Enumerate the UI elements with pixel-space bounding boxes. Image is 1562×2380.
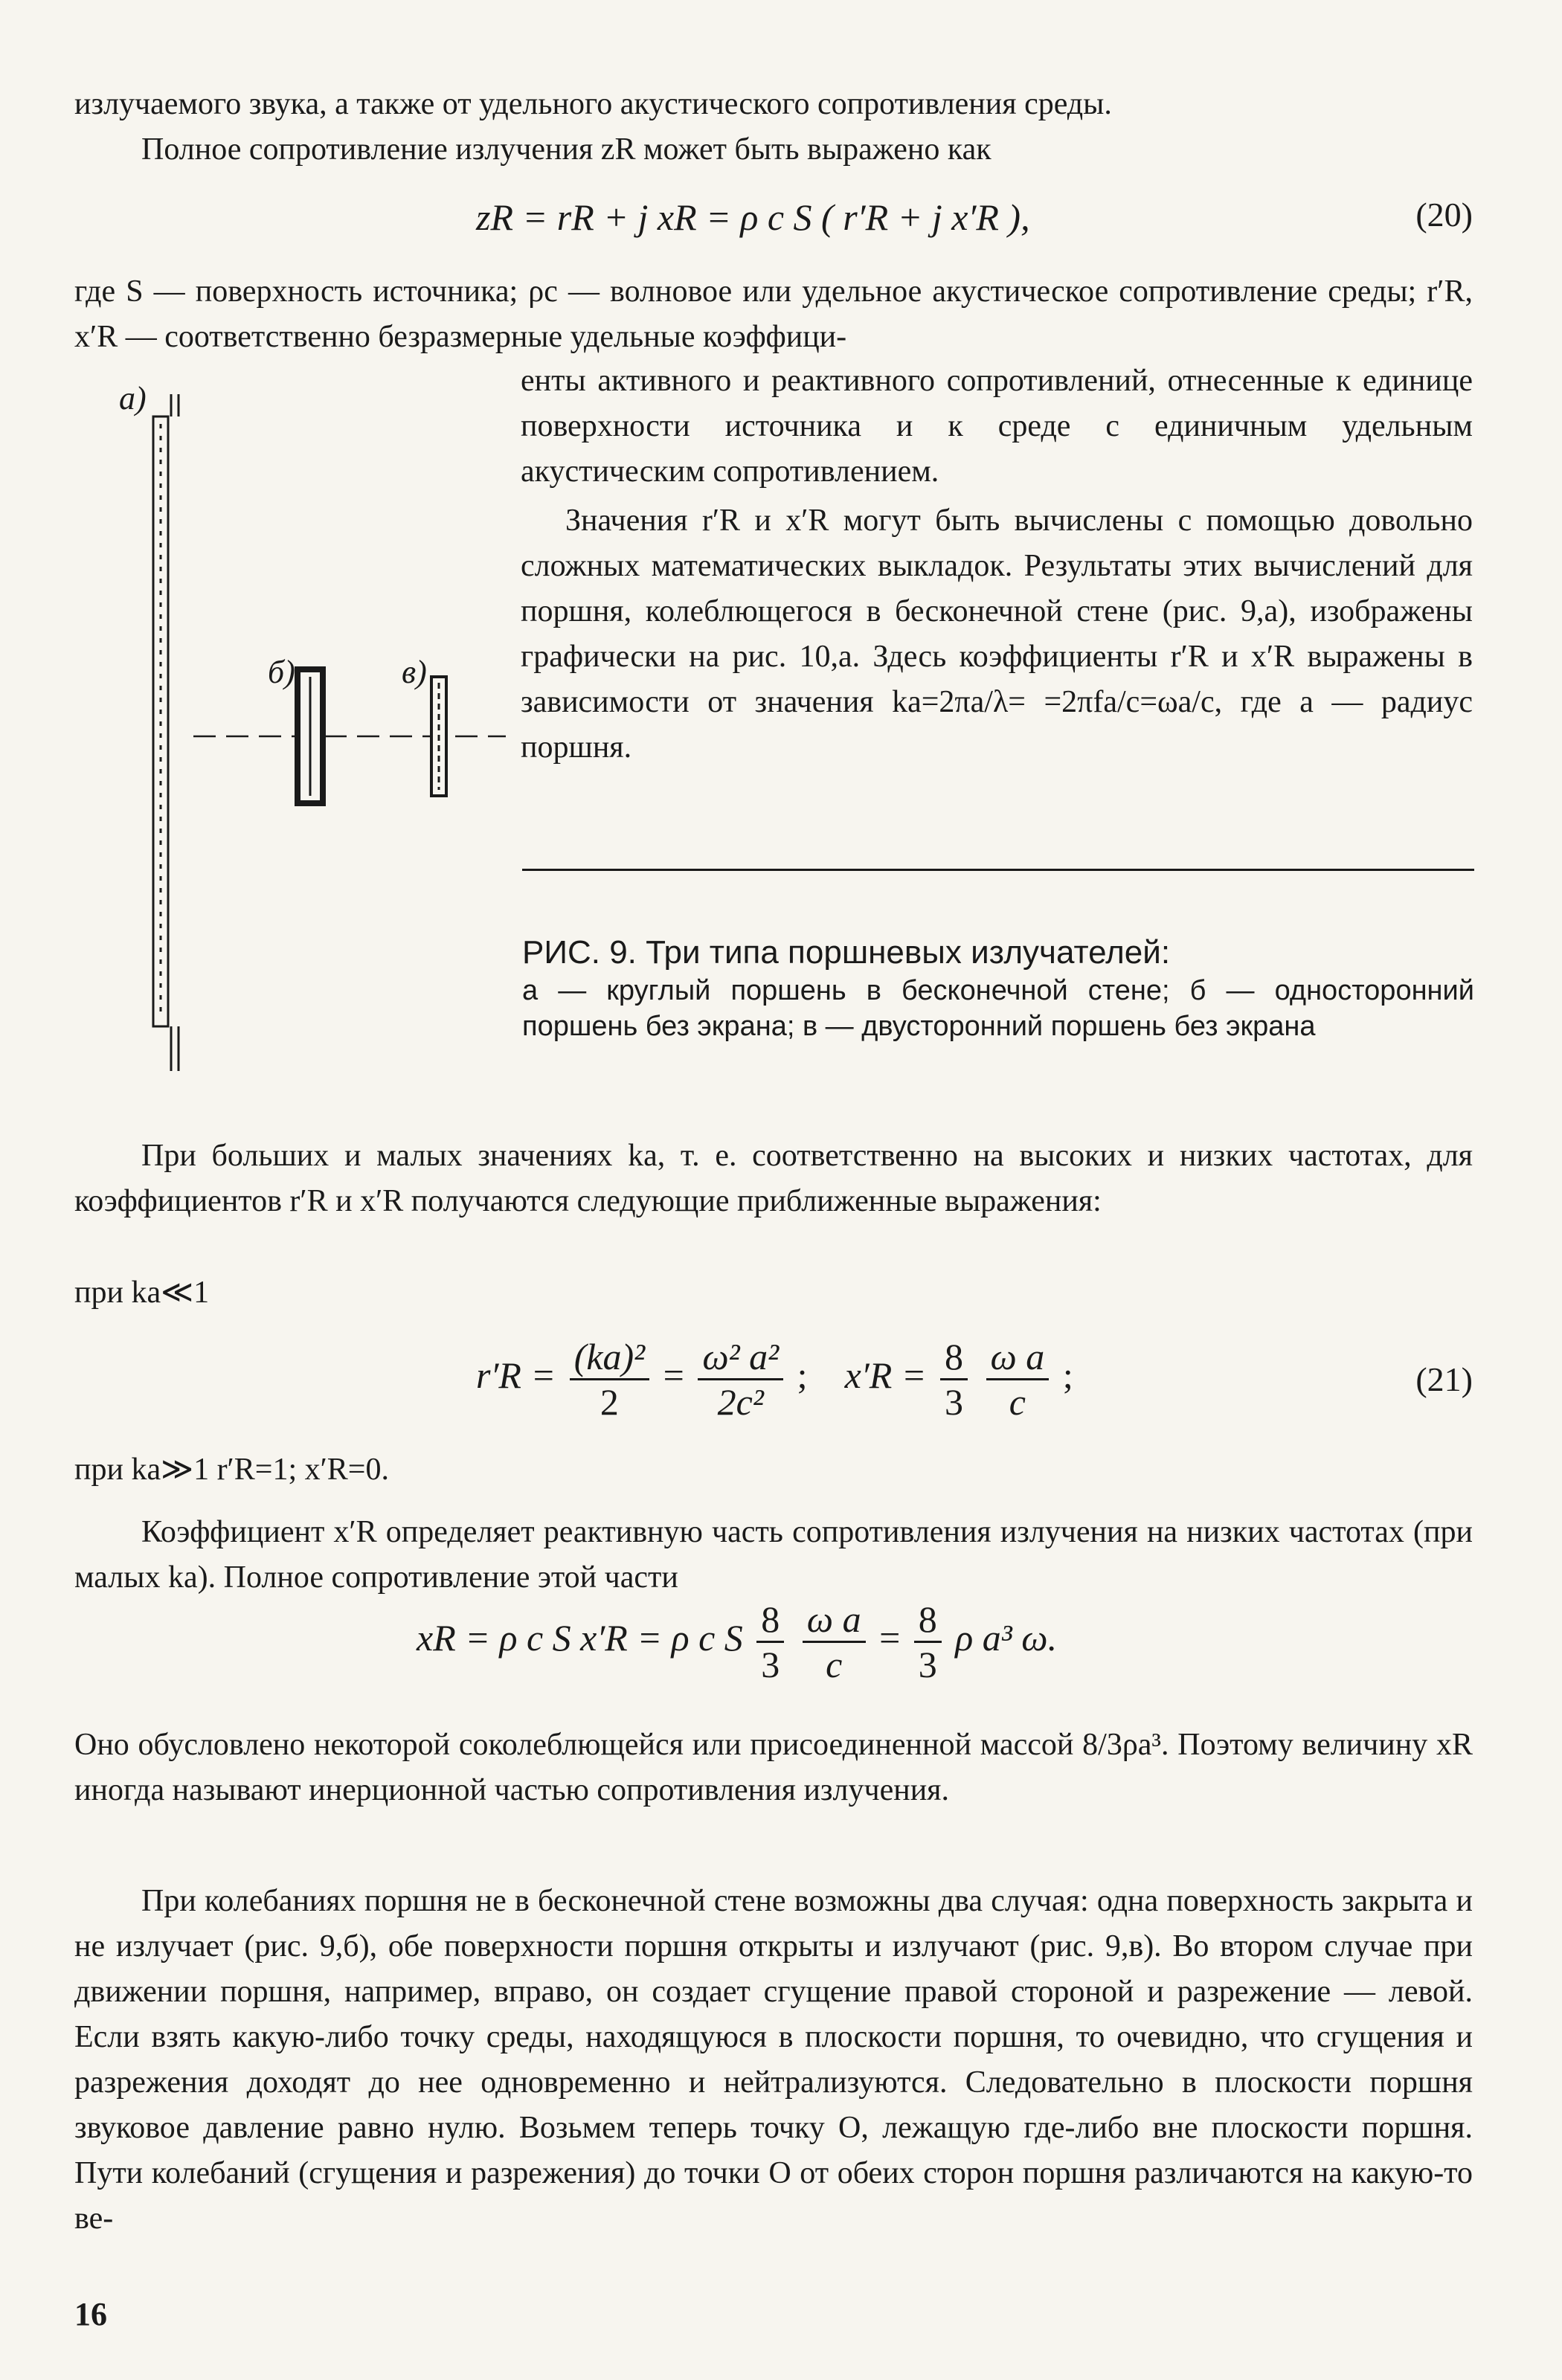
eq21-frac-2: $\frac{\text{ω² a²}}{\text{2c²}}$ (698, 1335, 783, 1424)
figure-label-v: в) (402, 654, 427, 690)
equation-20-number: (20) (1415, 196, 1473, 234)
caption-title: РИС. 9. Три типа поршневых излучателей: (522, 934, 1171, 971)
eqx-lhs: xR = ρ c S x′R = ρ c S (417, 1616, 743, 1659)
eq21-separator: ; (797, 1354, 808, 1396)
caption-text: а — круглый поршень в бесконечной стене; б — односторонний поршень без экрана; в — двусторонний поршень без экрана (522, 975, 1474, 1042)
figure-9v-two-sided-piston (431, 677, 446, 796)
eq21-frac-3: $\frac{8}{3}$ (940, 1335, 968, 1424)
paragraph-where: где S — поверхность источника; ρc — волновое или удельное акустическое сопротивление среды; r′R, x′R — соответственно безразмерные удельные коэффици- (74, 274, 1473, 354)
eqx-frac-3: $\frac{8}{3}$ (914, 1598, 942, 1686)
condition-small-ka: при ka≪1 (74, 1276, 210, 1310)
eq21-frac-4: $\frac{\text{ω a}}{c}$ (986, 1335, 1050, 1424)
page-number: 16 (74, 2296, 107, 2332)
figure-9-caption (522, 933, 1474, 1044)
equation-20 (476, 195, 1030, 239)
eqx-frac-2: $\frac{\text{ω a}}{c}$ (803, 1598, 866, 1686)
text-line-1: излучаемого звука, а также от удельного акустического сопротивления среды. (74, 87, 1112, 121)
figure-9-pistons (119, 372, 521, 1086)
eqx-rhs: ρ a³ ω. (955, 1616, 1058, 1659)
eqx-equals: = (879, 1616, 901, 1659)
eq21-lhs-x: x′R = (844, 1354, 927, 1396)
eq21-equals: = (663, 1354, 684, 1396)
equation-21-number: (21) (1415, 1360, 1473, 1398)
caption-divider (522, 869, 1474, 871)
paragraph-mass: Оно обусловлено некоторой соколеблющейся или присоединенной массой 8/3ρa³. Поэтому величину xR иногда называют инерционной частью сопротивления излучения. (74, 1728, 1473, 1807)
paragraph-side-2: Значения r′R и x′R могут быть вычислены с помощью довольно сложных математических выкладок. Результаты этих вычислений для поршня, колеблющегося в бесконечной стене (рис. 9,а), изображены графически на рис. 10,а. Здесь коэффициенты r′R и x′R выражены в зависимости от значения ka=2πa/λ= =2πfa/c=ωa/c, где a — радиус поршня. (521, 504, 1473, 765)
paragraph-coefficient: Коэффициент x′R определяет реактивную часть сопротивления излучения на низких частотах (при малых ka). Полное сопротивление этой части (74, 1515, 1473, 1595)
equation-20-body: zR = rR + j xR = ρ c S ( r′R + j x′R ), (476, 196, 1030, 238)
text-line-2: Полное сопротивление излучения zR может быть выражено как (141, 132, 991, 167)
figure-label-b: б) (268, 654, 295, 690)
condition-large-ka: при ka≫1 r′R=1; x′R=0. (74, 1453, 389, 1487)
equation-21 (476, 1335, 1073, 1424)
figure-9a-infinite-wall (153, 394, 179, 1071)
paragraph-large-small: При больших и малых значениях ka, т. е. соответственно на высоких и низких частотах, для коэффициентов r′R и x′R получаются следующие приближенные выражения: (74, 1139, 1473, 1218)
eq21-lhs-r: r′R = (476, 1354, 556, 1396)
equation-xr (417, 1598, 1057, 1686)
eqx-frac-1: $\frac{8}{3}$ (756, 1598, 784, 1686)
paragraph-two-cases: При колебаниях поршня не в бесконечной стене возможны два случая: одна поверхность закрыта и не излучает (рис. 9,б), обе поверхности поршня открыты и излучают (рис. 9,в). Во втором случае при движении поршня, например, вправо, он создает сгущение правой стороной и разрежение — левой. Если взять какую-либо точку среды, находящуюся в плоскости поршня, то очевидно, что сгущения и разрежения доходят до нее одновременно и нейтрализуются. Следовательно в плоскости поршня звуковое давление равно нулю. Возьмем теперь точку O, лежащую где-либо вне плоскости поршня. Пути колебаний (сгущения и разрежения) до точки O от обеих сторон поршня различаются на какую-то ве- (74, 1884, 1473, 2236)
eq21-end: ; (1062, 1354, 1073, 1396)
eq21-frac-1: $\frac{\text{(ka)²}}{2}$ (570, 1335, 649, 1424)
figure-9b-one-sided-piston (298, 669, 323, 803)
figure-label-a: а) (119, 380, 147, 416)
paragraph-side-1: енты активного и реактивного сопротивлений, отнесенные к единице поверхности источника и к среде с единичным удельным акустическим сопротивлением. (521, 364, 1473, 489)
